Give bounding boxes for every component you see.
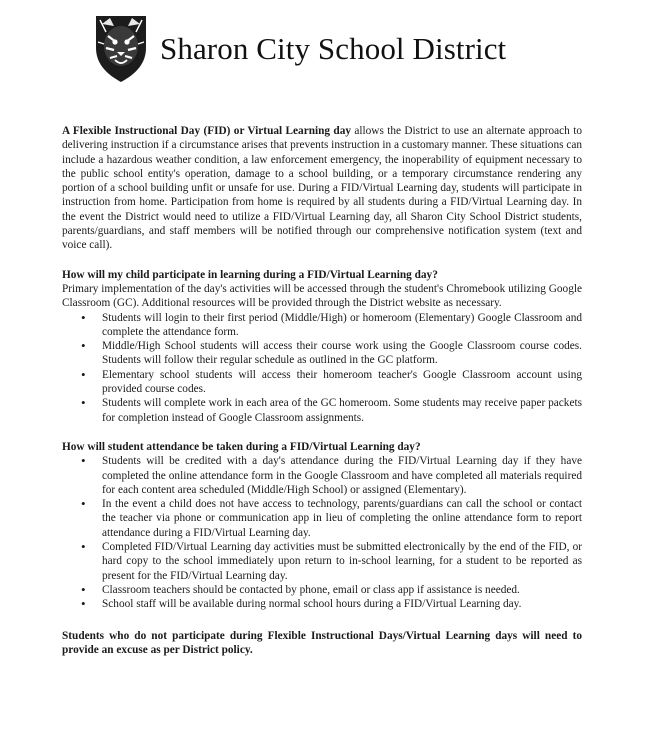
list-item: • In the event a child does not have access to technology, parents/guardians can call the school or contact the teacher via phone or communication app in lieu of completing the online attendance form to report attendance during a FID/Virtual Learning day. xyxy=(102,497,582,540)
list-item: • School staff will be available during normal school hours during a FID/Virtual Learning day. xyxy=(102,597,582,611)
list-item: • Middle/High School students will access their course work using the Google Classroom course codes. Students will follow their regular schedule as outlined in the GC platform. xyxy=(102,339,582,368)
list-item: • Students will be credited with a day's attendance during the FID/Virtual Learning day if they have completed the online attendance form in the Google Classroom and have completed all materials required for each content area scheduled (Middle/High School) or assigned (Elementary). xyxy=(102,454,582,497)
participation-heading: How will my child participate in learning during a FID/Virtual Learning day? xyxy=(62,268,438,281)
list-item: • Students will login to their first period (Middle/High) or homeroom (Elementary) Google Classroom and complete the attendance form. xyxy=(102,311,582,340)
tiger-crest-icon xyxy=(88,12,154,84)
district-title: Sharon City School District xyxy=(160,30,507,66)
list-item: • Elementary school students will access their homeroom teacher's Google Classroom account using provided course codes. xyxy=(102,368,582,397)
attendance-list xyxy=(62,454,582,611)
intro-text: allows the District to use an alternate approach to delivering instruction if a circumstance arises that prevents instruction in a customary manner. These situations can include a hazardous weather condition, a law enforcement emergency, the inoperability of equipment necessary to the public school entity's operation, damage to a school building, or a temporary circumstance rendering any portion of a school building unfit or unsafe for use. During a FID/Virtual Learning day, students will participate in instruction from home. Participation from home is required by all students during a FID/Virtual Learning day. In the event the District would need to utilize a FID/Virtual Learning day, all Sharon City School District students, parents/guardians, and staff members will be notified through our comprehensive notification system (text and voice call). xyxy=(62,125,582,252)
document-body xyxy=(62,124,582,657)
intro-paragraph xyxy=(62,124,582,253)
participation-section xyxy=(62,268,582,425)
list-item: • Students will complete work in each area of the GC homeroom. Some students may receive paper packets for completion instead of Google Classroom assignments. xyxy=(102,396,582,425)
participation-list xyxy=(62,311,582,425)
participation-intro: Primary implementation of the day's activities will be accessed through the student's Chromebook utilizing Google Classroom (GC). Additional resources will be provided through the District website as necessary. xyxy=(62,282,582,310)
letterhead xyxy=(88,12,506,84)
list-item: • Classroom teachers should be contacted by phone, email or class app if assistance is needed. xyxy=(102,583,582,597)
list-item: • Completed FID/Virtual Learning day activities must be submitted electronically by the end of the FID, or hard copy to the school immediately upon return to in-school learning, for a student to be reported as present for the FID/Virtual Learning day. xyxy=(102,540,582,583)
attendance-heading: How will student attendance be taken during a FID/Virtual Learning day? xyxy=(62,440,421,453)
intro-lead: A Flexible Instructional Day (FID) or Virtual Learning day xyxy=(62,125,351,137)
closing-statement: Students who do not participate during Flexible Instructional Days/Virtual Learning days will need to provide an excuse as per District policy. xyxy=(62,629,582,656)
attendance-section xyxy=(62,440,582,612)
